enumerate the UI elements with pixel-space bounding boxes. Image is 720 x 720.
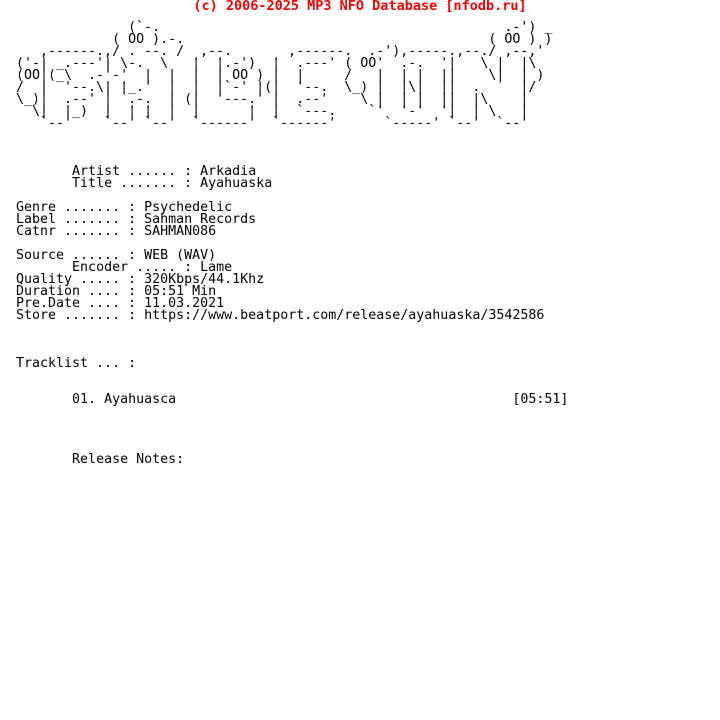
ascii-logo-line: (OO|(_\ .-'-' | | | | OO ) | | / | | | || \| | ) xyxy=(16,68,545,83)
ascii-logo-line: `--' `--' `--' `------' `------' `-----' `--' `--' xyxy=(16,116,529,131)
copyright-banner: (c) 2006-2025 MP3 NFO Database [nfodb.ru] xyxy=(193,0,527,14)
quality-value: 320Kbps/44.1Khz xyxy=(144,272,265,287)
artist-label: Artist ...... : xyxy=(72,164,193,179)
catnr-value: SAHMAN086 xyxy=(144,224,217,239)
track-length: [05:51] xyxy=(512,392,569,407)
ascii-logo-line: ('-| _.---'| \-. \ | |.-') | .---' ( OO' .-. '| \ | |\ xyxy=(16,56,537,71)
record-label-label: Label ....... : xyxy=(16,212,137,227)
artist-value: Arkadia xyxy=(200,164,257,179)
store-label: Store ....... : xyxy=(16,308,137,323)
ascii-logo-line: / | '--.\| |_.' | | |`-' |(| '--. \_) | |\| || . |/ xyxy=(16,80,537,95)
nfo-document xyxy=(16,22,568,466)
catnr-label: Catnr ....... : xyxy=(16,224,137,239)
source-value: WEB (WAV) xyxy=(144,248,217,263)
ascii-logo-line: \_)| .--' | .-. | (| '---.' | .--' \ | | | || |\ | xyxy=(16,92,529,107)
duration-value: 05:51 Min xyxy=(144,284,217,299)
quality-label: Quality ..... : xyxy=(16,272,137,287)
tracklist-heading: Tracklist ... : xyxy=(16,356,137,371)
genre-value: Psychedelic xyxy=(144,200,233,215)
source-label: Source ...... : xyxy=(16,248,137,263)
title-label: Title ....... : xyxy=(72,176,193,191)
duration-label: Duration .... : xyxy=(16,284,137,299)
encoder-value: Lame xyxy=(200,260,233,275)
encoder-label: Encoder ..... : xyxy=(72,260,193,275)
store-link[interactable]: https://www.beatport.com/release/ayahuaska/3542586 xyxy=(144,308,545,323)
title-value: Ayahuaska xyxy=(200,176,273,191)
ascii-logo-line: ,------.,/ . --. / ,--. ,------. .-'),-----.,--./ ,--,' xyxy=(16,44,545,59)
genre-label: Genre ....... : xyxy=(16,200,137,215)
ascii-logo xyxy=(16,22,568,130)
pre-date-value: 11.03.2021 xyxy=(144,296,225,311)
ascii-logo-line: (`-. .-') _ xyxy=(16,20,553,35)
ascii-logo-line: ( OO ).-. ( OO ) ) xyxy=(16,32,553,47)
record-label-value: Sahman Records xyxy=(144,212,257,227)
release-notes-heading: Release Notes: xyxy=(72,452,185,467)
pre-date-label: Pre.Date .... : xyxy=(16,296,137,311)
track-name: Ayahuasca xyxy=(104,392,177,407)
track-number: 01. xyxy=(72,392,97,407)
ascii-logo-line: \| |_) | | | | | | | `---. `' '-' '| | \ | xyxy=(16,104,529,119)
